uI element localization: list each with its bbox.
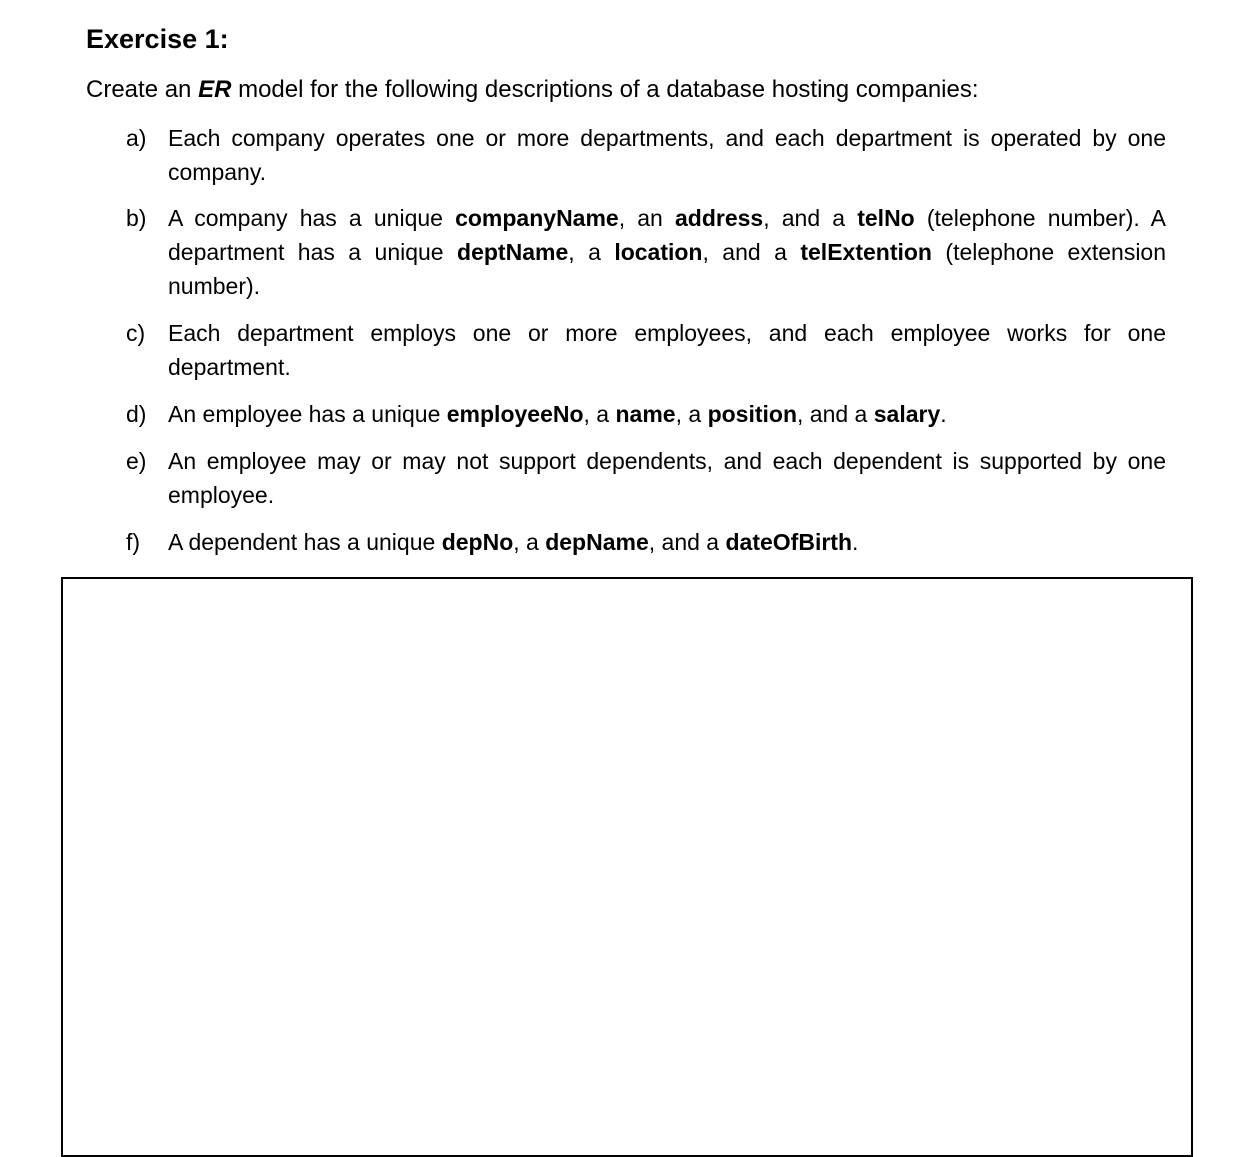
attribute-name: depNo: [441, 529, 514, 555]
list-marker: f): [126, 529, 141, 555]
answer-box: [61, 577, 1193, 1157]
requirement-text-segment: An employee may or may not support dependents, and each dependent is supported by one employee.: [168, 448, 1166, 508]
attribute-name: position: [707, 401, 797, 427]
attribute-name: deptName: [457, 239, 569, 265]
requirement-text-segment: Each department employs one or more employees, and each employee works for one department.: [168, 320, 1166, 380]
list-marker: e): [126, 448, 147, 474]
requirement-text: [168, 316, 1166, 384]
requirement-text-segment: , and a: [648, 529, 726, 555]
requirement-text-segment: , and a: [763, 205, 858, 231]
intro-text-after: model for the following descriptions of a database hosting companies:: [231, 76, 979, 103]
attribute-name: depName: [545, 529, 649, 555]
requirement-text: [168, 201, 1166, 303]
list-marker: a): [126, 125, 147, 151]
requirement-text-segment: , a: [583, 401, 616, 427]
requirement-text-segment: (telephone number). A department has a unique: [168, 205, 1166, 265]
requirement-text: [168, 444, 1166, 512]
requirement-text-segment: An employee has a unique: [168, 401, 447, 427]
attribute-name: location: [614, 239, 703, 265]
requirement-text-segment: A company has a unique: [168, 205, 456, 231]
exercise-title: Exercise 1:: [86, 24, 229, 54]
requirement-text-segment: .: [852, 529, 859, 555]
requirement-text: [168, 397, 1166, 431]
list-marker: c): [126, 320, 146, 346]
requirement-text-segment: , and a: [702, 239, 801, 265]
attribute-name: name: [615, 401, 676, 427]
requirement-text-segment: , an: [618, 205, 675, 231]
exercise-intro: [86, 76, 979, 104]
requirement-text-segment: .: [940, 401, 947, 427]
attribute-name: dateOfBirth: [725, 529, 852, 555]
requirement-text-segment: , a: [513, 529, 546, 555]
requirement-text-segment: , a: [675, 401, 708, 427]
requirement-text-segment: Each company operates one or more departments, and each department is operated by one company.: [168, 125, 1166, 185]
intro-emphasis-er: ER: [198, 76, 232, 103]
requirement-text-segment: A dependent has a unique: [168, 529, 442, 555]
attribute-name: employeeNo: [446, 401, 584, 427]
requirement-text-segment: , and a: [797, 401, 874, 427]
attribute-name: telExtention: [800, 239, 932, 265]
attribute-name: telNo: [857, 205, 915, 231]
requirement-text: [168, 525, 1166, 559]
attribute-name: salary: [873, 401, 941, 427]
requirement-text-segment: , a: [568, 239, 615, 265]
list-marker: b): [126, 205, 147, 231]
attribute-name: companyName: [455, 205, 619, 231]
attribute-name: address: [675, 205, 764, 231]
requirement-text-segment: (telephone extension number).: [168, 239, 1167, 299]
list-marker: d): [126, 401, 147, 427]
requirement-text: [168, 121, 1166, 189]
intro-text-before: Create an: [86, 76, 199, 103]
